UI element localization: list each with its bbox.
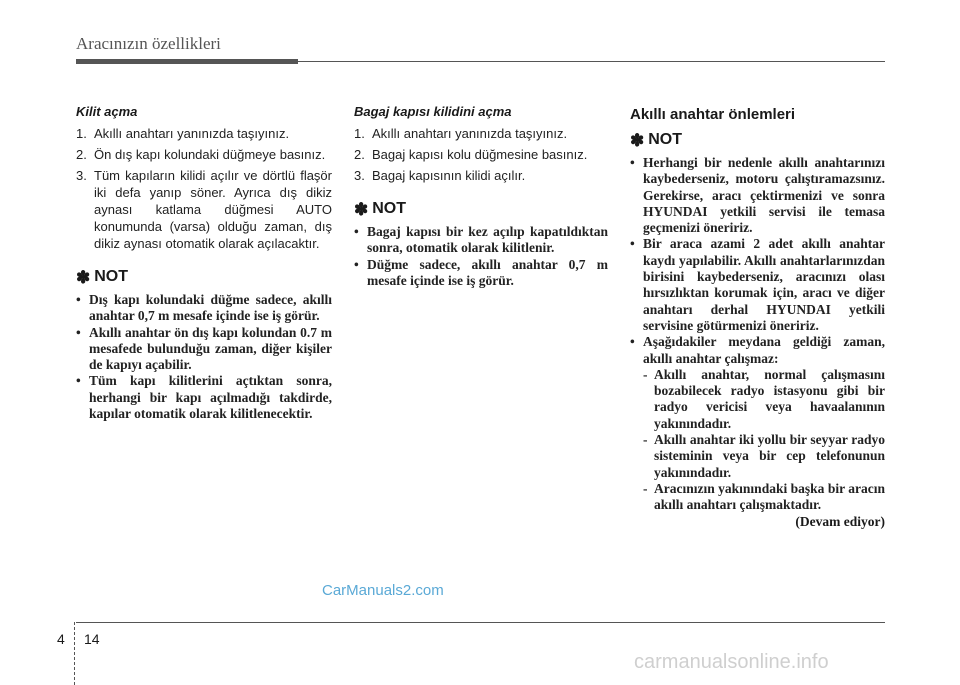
list-item: - Akıllı anahtar, normal çalışmasını bozabilecek radyo istasyonu gibi bir radyo vericisi veya havaalanının yakınındadır.	[643, 366, 885, 431]
list-item: 3. Tüm kapıların kilidi açılır ve dörtlü flaşör iki defa yanıp söner. Ayrıca dış dikiz aynası katlama düğmesi AUTO konumunda (varsa) olduğu zaman, dış dikiz aynası otomatik olarak açılacaktır.	[76, 168, 332, 251]
header-rule-thin	[298, 61, 885, 62]
note-list	[76, 292, 332, 422]
list-item: • Tüm kapı kilitlerini açtıktan sonra, herhangi bir kapı açılmadığı takdirde, kapılar otomatik olarak kilitlenecektir.	[76, 373, 332, 422]
asterisk-star-icon: ✽	[76, 267, 91, 287]
footer-divider	[74, 622, 76, 685]
list-item: - Akıllı anahtar iki yollu bir seyyar radyo sisteminin veya bir cep telefonunun yakınındadır.	[643, 432, 885, 480]
page-number: 14	[84, 631, 100, 647]
continued-label: (Devam ediyor)	[795, 513, 885, 529]
section-title: Akıllı anahtar önlemleri	[630, 106, 796, 123]
sub-list	[643, 367, 885, 514]
subhead-tailgate: Bagaj kapısı kilidini açma	[354, 104, 512, 119]
asterisk-star-icon: ✽	[354, 199, 369, 219]
list-item: 1. Akıllı anahtarı yanınızda taşıyınız.	[354, 126, 568, 141]
list-item: 3. Bagaj kapısının kilidi açılır.	[354, 168, 526, 183]
note-heading: ✽ NOT	[76, 267, 129, 287]
note-heading: ✽ NOT	[354, 199, 407, 219]
footer-watermark[interactable]: carmanualsonline.info	[634, 651, 829, 673]
watermark-link[interactable]: CarManuals2.com	[322, 582, 444, 599]
tailgate-steps	[354, 125, 608, 184]
list-item: 2. Bagaj kapısı kolu düğmesine basınız.	[354, 147, 588, 162]
column-precautions	[630, 104, 885, 530]
subhead-unlock: Kilit açma	[76, 104, 138, 119]
list-item: • Bir araca azami 2 adet akıllı anahtar kaydı yapılabilir. Akıllı anahtarlarınızdan birisini kaybederseniz, aracınızı olası hırsızlıktan korumak için, aracı ve diğer anahtarı derhal HYUNDAI yetkili servisine götürmenizi öneririz.	[630, 236, 885, 333]
list-item: 1. Akıllı anahtarı yanınızda taşıyınız.	[76, 126, 290, 141]
unlock-steps	[76, 125, 332, 252]
column-unlock	[76, 104, 332, 422]
asterisk-star-icon: ✽	[630, 130, 645, 150]
list-item: • Herhangi bir nedenle akıllı anahtarınızı kaybederseniz, motoru çalıştıramazsınız. Gerekirse, aracı çektirmenizi ve sonra HYUNDAI yetkili servisi ile temasa geçmenizi öneririz.	[630, 155, 885, 236]
list-item: • Bagaj kapısı bir kez açılıp kapatıldıktan sonra, otomatik olarak kilitlenir.	[354, 224, 608, 256]
list-item: 2. Ön dış kapı kolundaki düğmeye basınız.	[76, 147, 326, 162]
list-item: • Dış kapı kolundaki düğme sadece, akıllı anahtar 0,7 m mesafe içinde ise iş görür.	[76, 292, 332, 324]
footer-rule	[76, 622, 885, 623]
note-list	[354, 224, 608, 289]
list-item: • Aşağıdakiler meydana geldiği zaman, akıllı anahtar çalışmaz: - Akıllı anahtar, normal çalışmasını bozabilecek radyo istasyonu gibi bir radyo vericisi veya havaalanının yakınındadır. - Akıllı anahtar iki yollu bir seyyar radyo sisteminin veya bir cep telefonunun yakınındadır. - Aracınızın yakınındaki başka bir aracın akıllı anahtarı çalışmaktadır.	[630, 334, 885, 513]
header-rule-thick	[76, 59, 298, 64]
list-item: • Düğme sadece, akıllı anahtar 0,7 m mesafe içinde ise iş görür.	[354, 256, 608, 288]
list-item: - Aracınızın yakınındaki başka bir aracın akıllı anahtarı çalışmaktadır.	[643, 480, 885, 513]
chapter-number: 4	[57, 631, 65, 647]
note-list	[630, 155, 885, 514]
note-heading: ✽ NOT	[630, 130, 683, 150]
list-item: • Akıllı anahtar ön dış kapı kolundan 0.7 m mesafede bulunduğu zaman, diğer kişiler de kapıyı açabilir.	[76, 324, 332, 373]
header-title: Aracınızın özellikleri	[76, 34, 221, 53]
column-tailgate	[354, 104, 608, 289]
